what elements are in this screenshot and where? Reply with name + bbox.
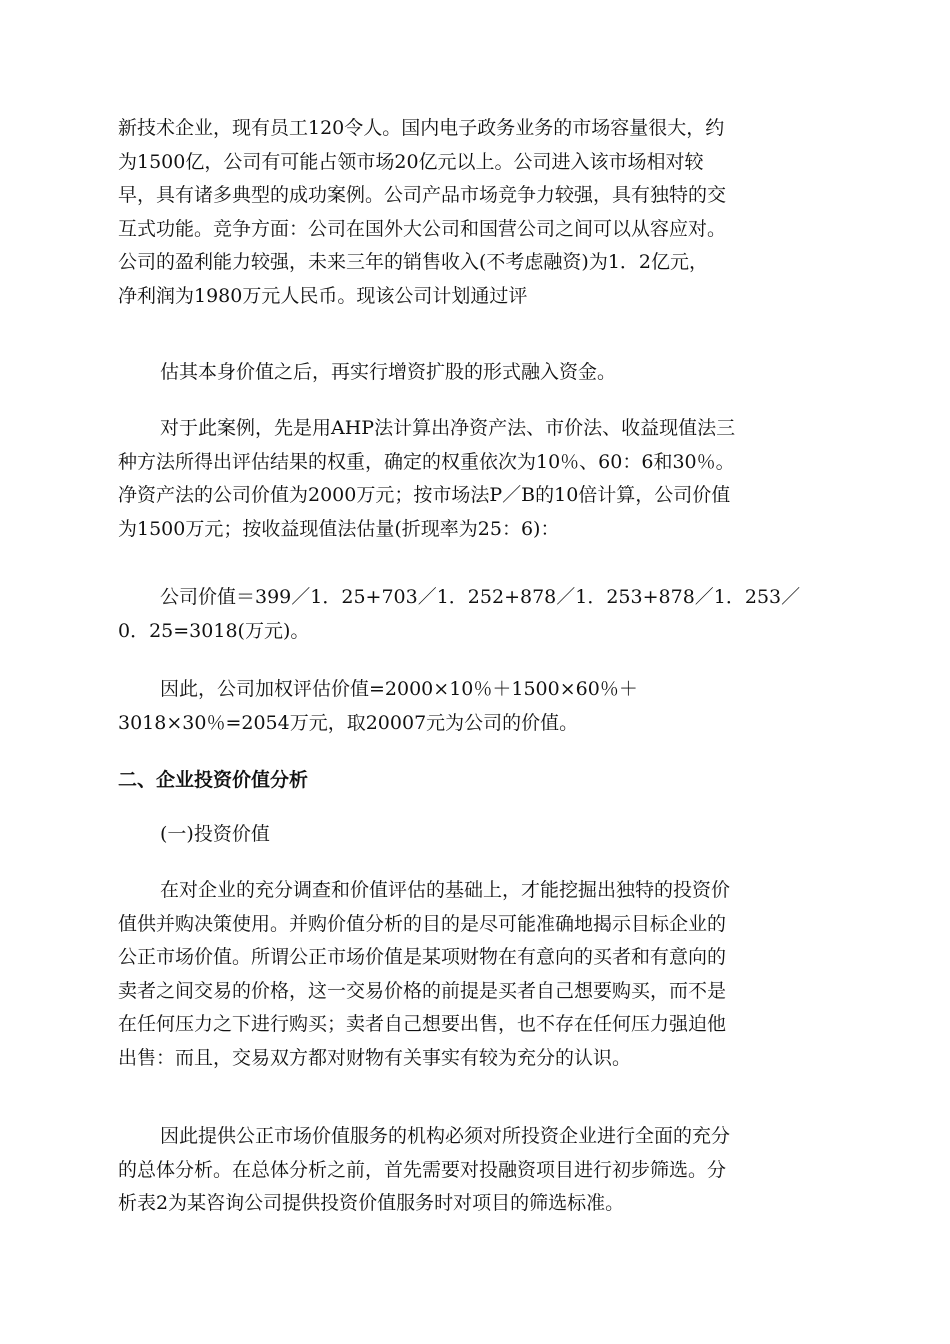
text-line: 出售：而且，交易双方都对财物有关事实有较为充分的认识。 [118, 1046, 632, 1069]
text-line: (一)投资价值 [160, 823, 270, 845]
text-line: 公司价值＝399／1．25+703／1．252+878／1．253+878／1．253／ [160, 586, 801, 608]
text-line: 因此提供公正市场价值服务的机构必须对所投资企业进行全面的充分 [160, 1125, 731, 1147]
text-line: 估其本身价值之后，再实行增资扩股的形式融入资金。 [160, 361, 617, 383]
text-line: 新技术企业，现有员工120令人。国内电子政务业务的市场容量很大，约 [118, 117, 725, 139]
text-line: 的总体分析。在总体分析之前，首先需要对投融资项目进行初步筛选。分 [118, 1158, 727, 1181]
text-line: 0．25=3018(万元)。 [118, 619, 310, 642]
paragraph-value-formula [118, 581, 838, 648]
text-line: 对于此案例，先是用AHP法计算出净资产法、市价法、收益现值法三 [160, 417, 736, 439]
paragraph-capital-raising [118, 356, 838, 390]
text-line: 因此，公司加权评估价值=2000×10％＋1500×60％＋ [160, 678, 638, 700]
text-line: 互式功能。竞争方面：公司在国外大公司和国营公司之间可以从容应对。 [118, 217, 727, 240]
text-line: 在对企业的充分调查和价值评估的基础上，才能挖掘出独特的投资价 [160, 879, 731, 901]
paragraph-weighted-value [118, 673, 838, 740]
text-line: 早，具有诸多典型的成功案例。公司产品市场竞争力较强，具有独特的交 [118, 184, 727, 206]
text-line: 卖者之间交易的价格，这一交易价格的前提是买者自己想要购买，而不是 [118, 979, 727, 1002]
text-line: 净利润为1980万元人民币。现该公司计划通过评 [118, 284, 528, 307]
paragraph-company-overview [118, 112, 838, 313]
text-line: 净资产法的公司价值为2000万元；按市场法P／B的10倍计算，公司价值 [118, 484, 731, 506]
text-line: 为1500亿，公司有可能占领市场20亿元以上。公司进入该市场相对较 [118, 150, 704, 173]
text-line: 在任何压力之下进行购买；卖者自己想要出售，也不存在任何压力强迫他 [118, 1013, 727, 1035]
text-line: 析表2为某咨询公司提供投资价值服务时对项目的筛选标准。 [118, 1192, 625, 1214]
text-line: 公正市场价值。所谓公正市场价值是某项财物在有意向的买者和有意向的 [118, 946, 727, 968]
paragraph-ahp-weights [118, 412, 838, 546]
text-line: 3018×30％=2054万元，取20007元为公司的价值。 [118, 711, 579, 734]
text-line: 为1500万元；按收益现值法估量(折现率为25：6)： [118, 517, 560, 540]
section-heading: 二、企业投资价值分析 [118, 769, 309, 791]
paragraph-investment-value [118, 874, 838, 1075]
text-line: 值供并购决策使用。并购价值分析的目的是尽可能准确地揭示目标企业的 [118, 912, 727, 935]
text-line: 公司的盈利能力较强，未来三年的销售收入(不考虑融资)为1．2亿元， [118, 251, 709, 273]
paragraph-screening [118, 1120, 838, 1221]
text-line: 种方法所得出评估结果的权重，确定的权重依次为10％、60：6和30％。 [118, 450, 735, 473]
subsection-heading [118, 818, 838, 852]
